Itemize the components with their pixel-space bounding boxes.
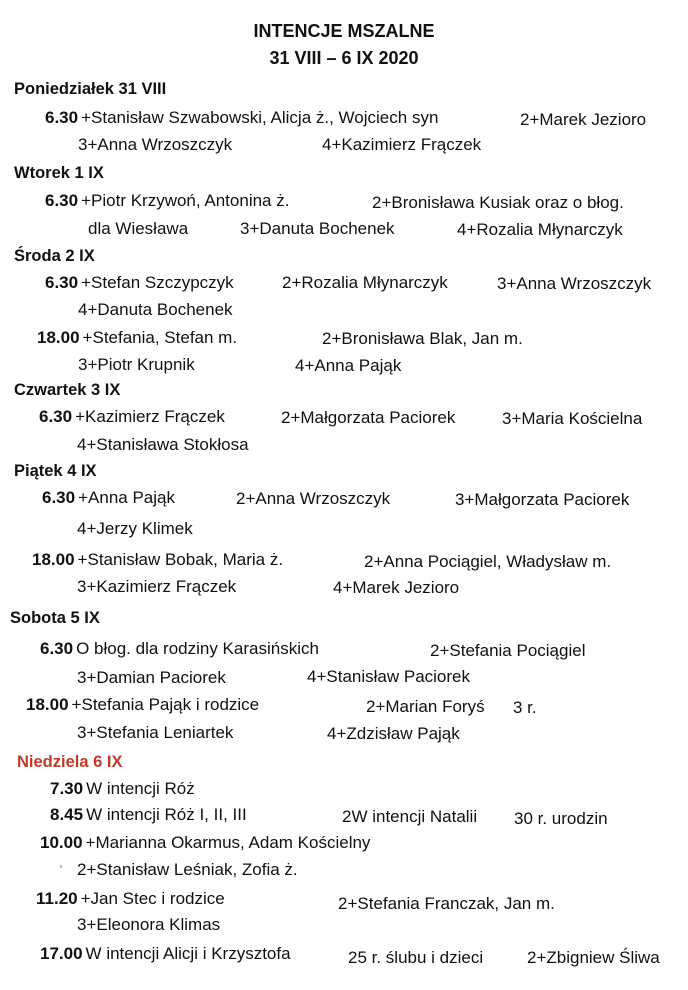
intention-line: [36, 888, 225, 910]
mass-time: 6.30: [45, 108, 79, 127]
mass-time: 11.20: [36, 889, 78, 908]
intention: +Kazimierz Frączek: [75, 407, 225, 426]
intention-line: [26, 694, 259, 716]
intention: W intencji Alicji i Krzysztofa: [85, 944, 291, 963]
intention: +Stefania Pająk i rodzice: [71, 695, 260, 714]
intention: +Anna Pająk: [78, 488, 175, 507]
intention-line: [50, 778, 195, 800]
intention: 3 r.: [513, 698, 537, 717]
intention: 4+Kazimierz Frączek: [322, 135, 482, 154]
mass-time: 18.00: [32, 550, 75, 569]
intention: 2+Małgorzata Paciorek: [281, 408, 456, 427]
mass-time: 17.00: [40, 944, 83, 963]
date-range: 31 VIII – 6 IX 2020: [269, 48, 419, 68]
intention: +Stanisław Bobak, Maria ż.: [77, 550, 284, 569]
day-heading-sunday: Niedziela 6 IX: [17, 753, 123, 771]
intention: 3+Damian Paciorek: [77, 668, 226, 687]
page-title: INTENCJE MSZALNE: [253, 21, 435, 41]
intention: +Jan Stec i rodzice: [80, 889, 225, 908]
day-heading-thursday: Czwartek 3 IX: [14, 381, 121, 399]
intention: 2+Anna Wrzoszczyk: [236, 489, 391, 508]
intention-line: [32, 549, 283, 571]
intention: 2+Stanisław Leśniak, Zofia ż.: [77, 860, 298, 879]
intention: 2+Zbigniew Śliwa: [527, 948, 660, 967]
intention: 2+Stefania Pociągiel: [430, 641, 586, 660]
intention: 3+Eleonora Klimas: [77, 915, 221, 934]
intention: O błog. dla rodziny Karasińskich: [76, 639, 319, 658]
stray-mark: [60, 865, 62, 868]
intention-line: [39, 406, 225, 428]
intention-line: [45, 107, 438, 129]
day-heading-wednesday: Środa 2 IX: [14, 247, 95, 265]
day-heading-monday: Poniedziałek 31 VIII: [14, 80, 167, 98]
mass-time: 6.30: [45, 273, 79, 292]
intention: 4+Zdzisław Pająk: [327, 724, 460, 743]
intention-line: [42, 487, 175, 509]
mass-time: 7.30: [50, 779, 84, 798]
intention-line: [40, 832, 370, 854]
intention: 4+Jerzy Klimek: [77, 519, 193, 538]
intention: 4+Marek Jezioro: [333, 578, 460, 597]
intention: +Stefania, Stefan m.: [82, 328, 238, 347]
intention-line: [40, 638, 319, 660]
intention: 2+Anna Pociągiel, Władysław m.: [364, 552, 612, 571]
intention: 2+Stefania Franczak, Jan m.: [338, 894, 555, 913]
intention: 4+Stanisław Paciorek: [307, 667, 471, 686]
mass-time: 10.00: [40, 833, 83, 852]
day-heading-saturday: Sobota 5 IX: [10, 609, 100, 627]
intention: +Marianna Okarmus, Adam Kościelny: [85, 833, 371, 852]
intention: 3+Małgorzata Paciorek: [455, 490, 630, 509]
intention: W intencji Róż: [86, 779, 195, 798]
intention: 2+Bronisława Kusiak oraz o błog.: [372, 193, 624, 212]
intention-line: [50, 804, 247, 826]
intention: 4+Rozalia Młynarczyk: [457, 220, 623, 239]
mass-time: 6.30: [45, 191, 79, 210]
intention: +Piotr Krzywoń, Antonina ż.: [81, 191, 290, 210]
intention: 4+Danuta Bochenek: [78, 300, 233, 319]
intention-line: [45, 190, 289, 212]
intention: 3+Kazimierz Frączek: [77, 577, 237, 596]
intention: 3+Maria Kościelna: [502, 409, 643, 428]
mass-time: 6.30: [39, 407, 73, 426]
intention-line: [37, 327, 237, 349]
day-heading-friday: Piątek 4 IX: [14, 462, 97, 480]
mass-time: 6.30: [40, 639, 74, 658]
intention: 2+Marek Jezioro: [520, 110, 647, 129]
intention: 2+Bronisława Blak, Jan m.: [322, 329, 523, 348]
intention: 2+Rozalia Młynarczyk: [282, 273, 448, 292]
intention: dla Wiesława: [88, 219, 189, 238]
intention: 2W intencji Natalii: [342, 807, 478, 826]
intention: 3+Piotr Krupnik: [78, 355, 195, 374]
intention: 30 r. urodzin: [514, 809, 608, 828]
intention: 4+Anna Pająk: [295, 356, 402, 375]
intention: 2+Marian Foryś: [366, 697, 485, 716]
intention: W intencji Róż I, II, III: [86, 805, 247, 824]
mass-time: 18.00: [26, 695, 69, 714]
intention: 3+Danuta Bochenek: [240, 219, 395, 238]
intention-line: [40, 943, 291, 965]
intention: 3+Anna Wrzoszczyk: [78, 135, 233, 154]
mass-time: 6.30: [42, 488, 76, 507]
intention: +Stanisław Szwabowski, Alicja ż., Wojciech syn: [81, 108, 439, 127]
mass-time: 8.45: [50, 805, 84, 824]
intention-line: [45, 272, 234, 294]
day-heading-tuesday: Wtorek 1 IX: [14, 164, 104, 182]
intention: 25 r. ślubu i dzieci: [348, 948, 484, 967]
mass-time: 18.00: [37, 328, 80, 347]
intention: 3+Stefania Leniartek: [77, 723, 234, 742]
intention: +Stefan Szczypczyk: [81, 273, 234, 292]
intention: 4+Stanisława Stokłosa: [77, 435, 249, 454]
intention: 3+Anna Wrzoszczyk: [497, 274, 652, 293]
